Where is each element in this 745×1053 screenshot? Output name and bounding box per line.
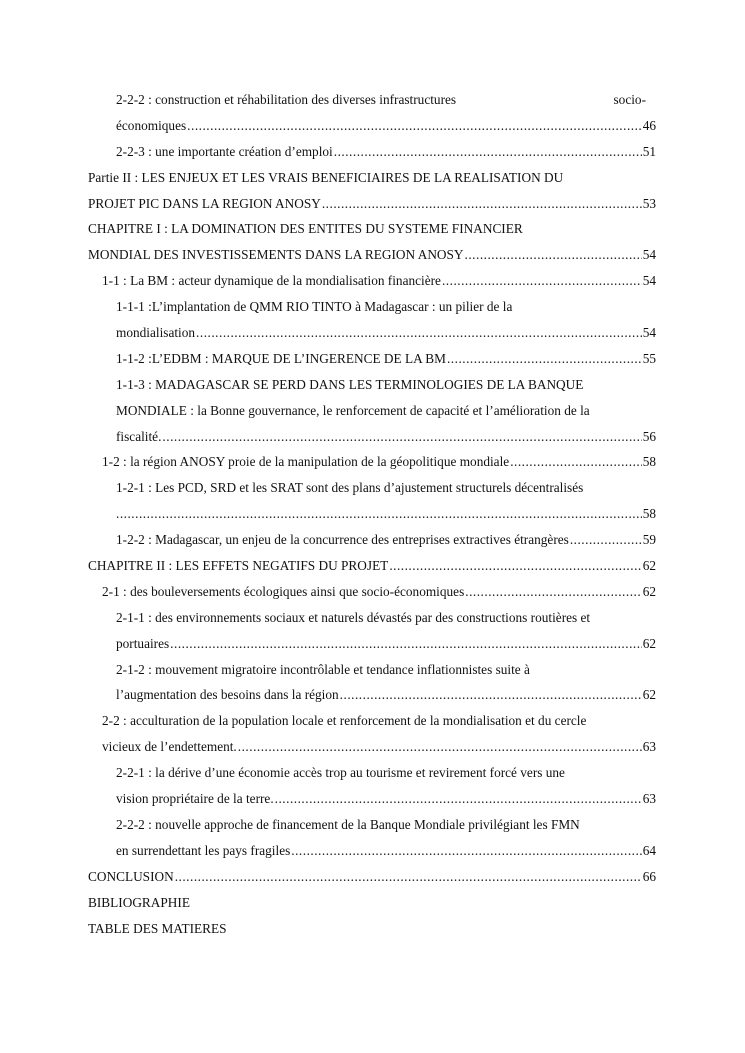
toc-line	[88, 346, 656, 372]
dot-leader	[334, 139, 642, 165]
dot-leader	[510, 449, 642, 475]
toc-entry-text: TABLE DES MATIERES	[88, 920, 227, 936]
toc-entry-text: Partie II : LES ENJEUX ET LES VRAIS BENEFICIAIRES DE LA REALISATION DU	[88, 169, 564, 185]
dot-leader	[447, 346, 642, 372]
dot-leader	[196, 320, 642, 346]
toc-entry-text: fiscalité.	[116, 428, 162, 444]
toc-page-number: 51	[642, 143, 656, 159]
toc-line	[88, 890, 656, 916]
dot-leader	[291, 838, 641, 864]
toc-entry-text: BIBLIOGRAPHIE	[88, 894, 190, 910]
toc-entry-text: économiques	[116, 117, 187, 133]
dot-leader	[322, 191, 642, 217]
toc-line	[88, 734, 656, 760]
toc-entry-text: 2-2-2 : construction et réhabilitation des diverses infrastructures	[116, 92, 457, 107]
toc-entry-text: MONDIALE : la Bonne gouvernance, le renforcement de capacité et l’amélioration de la	[116, 402, 590, 418]
toc-entry-text: 2-1-2 : mouvement migratoire incontrôlable et tendance inflationnistes suite à	[116, 661, 530, 677]
toc-line	[88, 475, 656, 501]
toc-page-number: 54	[642, 325, 656, 341]
toc-line	[88, 812, 656, 838]
toc-line	[88, 657, 656, 683]
toc-page-number: 64	[642, 842, 656, 858]
toc-page-number: 56	[642, 428, 656, 444]
dot-leader	[162, 424, 641, 450]
toc-entry-text: l’augmentation des besoins dans la région	[116, 687, 339, 703]
toc-line	[88, 760, 656, 786]
toc-entry-text: socio-	[613, 92, 646, 107]
toc-line	[88, 424, 656, 450]
toc-entry-text: 1-1-3 : MADAGASCAR SE PERD DANS LES TERMINOLOGIES DE LA BANQUE	[116, 376, 584, 392]
toc-entry-text: 1-1 : La BM : acteur dynamique de la mondialisation financière	[102, 273, 441, 289]
toc-line	[88, 449, 656, 475]
toc-entry-text: 2-1 : des bouleversements écologiques ainsi que socio-économiques	[102, 583, 465, 599]
toc-entry-text: vision propriétaire de la terre.	[116, 791, 274, 807]
toc-entry-text: 2-1-1 : des environnements sociaux et naturels dévastés par des constructions routières et	[116, 609, 591, 625]
toc-page-number: 63	[642, 739, 656, 755]
dot-leader	[465, 579, 641, 605]
toc-entry-text: CONCLUSION	[88, 868, 174, 884]
toc-entry-text: 2-2-1 : la dérive d’une économie accès trop au tourisme et revirement forcé vers une	[116, 765, 565, 781]
toc-page-number: 55	[642, 350, 656, 366]
toc-line	[88, 501, 656, 527]
toc-line	[88, 294, 656, 320]
dot-leader	[116, 501, 642, 527]
toc-line	[88, 87, 656, 113]
toc-line	[88, 579, 656, 605]
dot-leader	[465, 242, 642, 268]
toc-line	[88, 372, 656, 398]
toc-page-number: 63	[642, 791, 656, 807]
toc-line	[88, 527, 656, 553]
toc-line	[88, 838, 656, 864]
toc-page-number: 46	[642, 117, 656, 133]
dot-leader	[389, 553, 641, 579]
toc-line	[88, 708, 656, 734]
toc-entry-text: mondialisation	[116, 325, 196, 341]
toc-page-number: 54	[642, 273, 656, 289]
toc-entry-text: 1-1-2 :L’EDBM : MARQUE DE L’INGERENCE DE LA BM	[116, 350, 446, 366]
toc-entry-text: 1-2-2 : Madagascar, un enjeu de la concurrence des entreprises extractives étrangères	[116, 532, 569, 548]
toc-entry-text: 2-2-2 : nouvelle approche de financement de la Banque Mondiale privilégiant les FMN	[116, 816, 580, 832]
toc-entry-text: CHAPITRE II : LES EFFETS NEGATIFS DU PROJET	[88, 558, 389, 574]
toc-page-number: 58	[642, 506, 656, 522]
toc-entry-text: 2-2-3 : une importante création d’emploi	[116, 143, 333, 159]
toc-page-number: 62	[642, 635, 656, 651]
toc-line	[88, 268, 656, 294]
toc-page-number: 62	[642, 583, 656, 599]
dot-leader	[238, 734, 642, 760]
dot-leader	[187, 113, 642, 139]
dot-leader	[275, 786, 642, 812]
toc-entry-text: portuaires	[116, 635, 170, 651]
toc-entry-text: CHAPITRE I : LA DOMINATION DES ENTITES DU SYSTEME FINANCIER	[88, 221, 523, 237]
toc-line	[88, 165, 656, 191]
toc-page-number: 53	[642, 195, 656, 211]
toc-line	[88, 139, 656, 165]
toc-line	[88, 553, 656, 579]
toc-entry-text: 2-2 : acculturation de la population locale et renforcement de la mondialisation et du cercle	[102, 713, 587, 729]
toc-page-number: 62	[642, 687, 656, 703]
toc-page-number: 58	[642, 454, 656, 470]
dot-leader	[570, 527, 642, 553]
toc-entry-text: 1-2-1 : Les PCD, SRD et les SRAT sont des plans d’ajustement structurels décentralisés	[116, 480, 584, 496]
toc-page-number: 66	[642, 868, 656, 884]
toc-line	[88, 916, 656, 942]
toc-line	[88, 682, 656, 708]
toc-page-number: 59	[642, 532, 656, 548]
dot-leader	[175, 864, 642, 890]
toc-page-number: 54	[642, 247, 656, 263]
dot-leader	[442, 268, 642, 294]
toc-line	[88, 320, 656, 346]
toc-line	[88, 113, 656, 139]
toc-entry-text: PROJET PIC DANS LA REGION ANOSY	[88, 195, 321, 211]
toc-line	[88, 631, 656, 657]
table-of-contents	[88, 87, 656, 941]
toc-line	[88, 242, 656, 268]
toc-entry-text: 1-1-1 :L’implantation de QMM RIO TINTO à Madagascar : un pilier de la	[116, 299, 513, 315]
toc-line	[88, 786, 656, 812]
toc-line	[88, 216, 656, 242]
dot-leader	[170, 631, 642, 657]
toc-line	[88, 191, 656, 217]
toc-line	[88, 864, 656, 890]
toc-entry-text: MONDIAL DES INVESTISSEMENTS DANS LA REGION ANOSY	[88, 247, 464, 263]
toc-page-number: 62	[642, 558, 656, 574]
toc-entry-text: en surrendettant les pays fragiles	[116, 842, 291, 858]
toc-entry-text: vicieux de l’endettement.	[102, 739, 237, 755]
toc-line	[88, 605, 656, 631]
toc-entry-text: 1-2 : la région ANOSY proie de la manipulation de la géopolitique mondiale	[102, 454, 510, 470]
dot-leader	[340, 682, 642, 708]
toc-line	[88, 398, 656, 424]
